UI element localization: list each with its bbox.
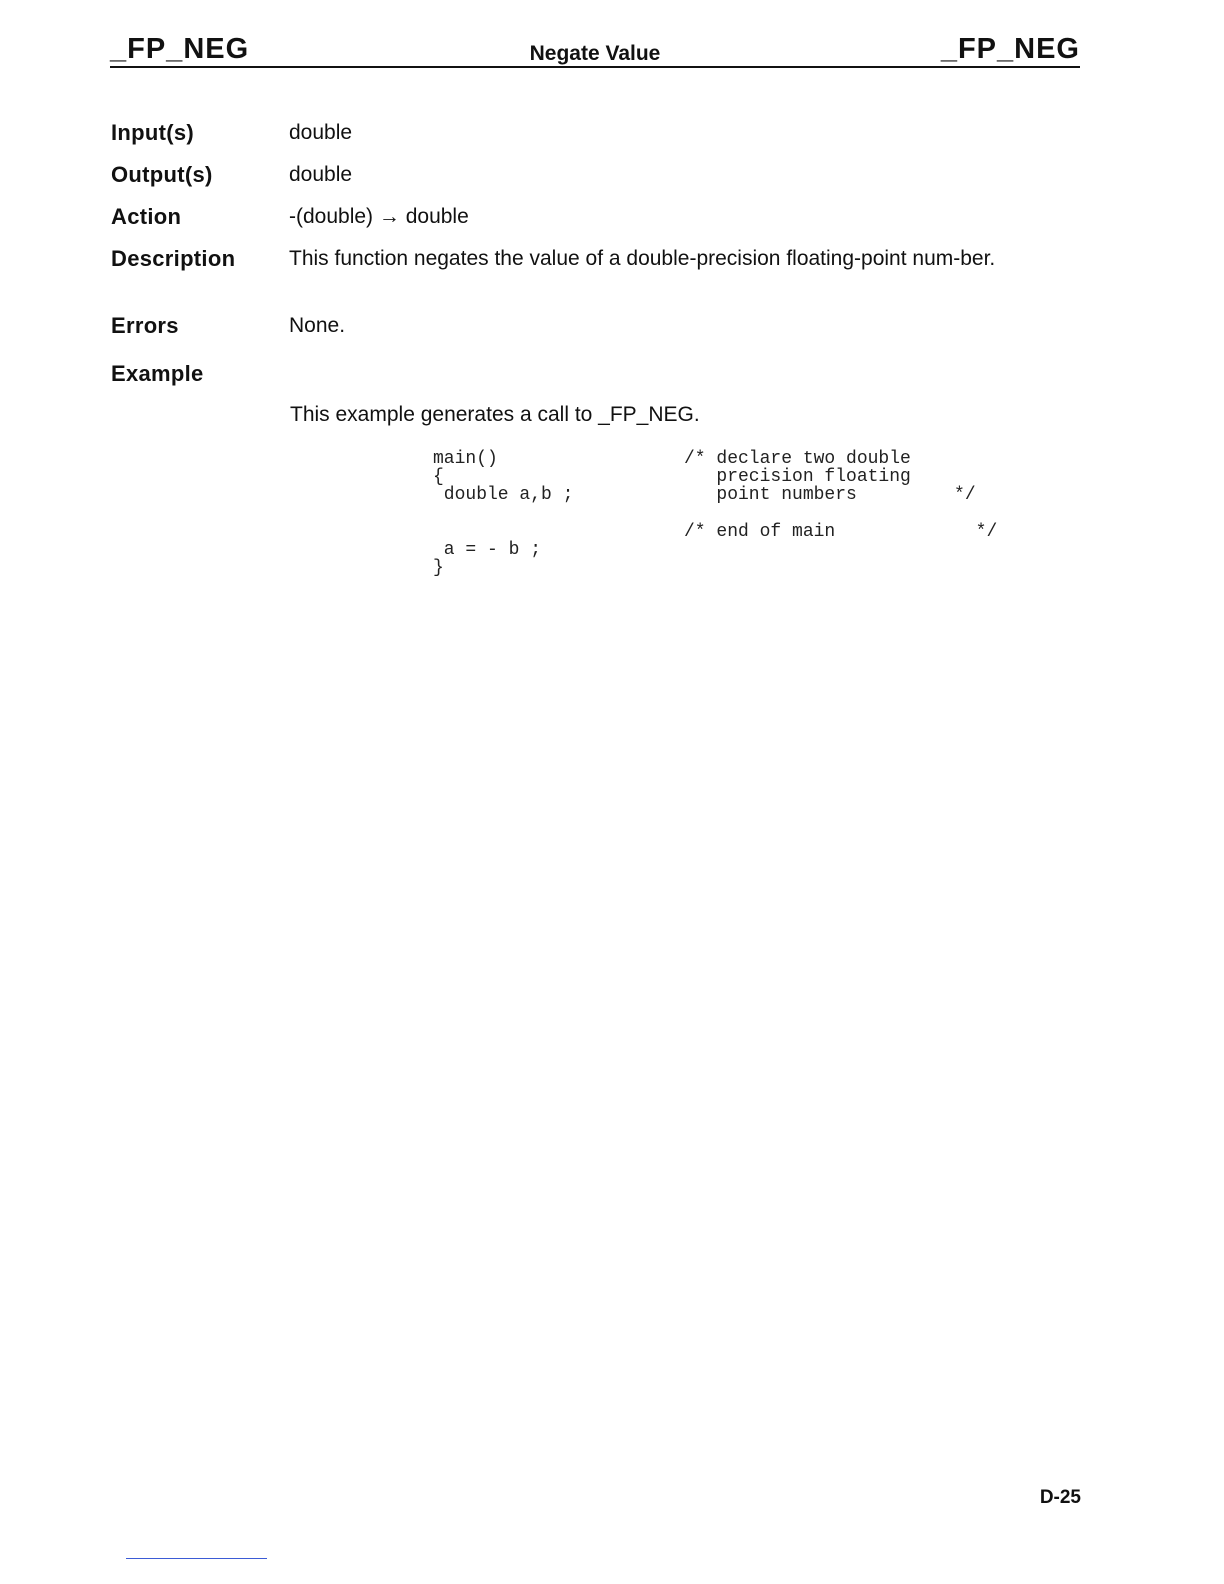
header-title: Negate Value bbox=[529, 42, 661, 65]
field-value: This function negates the value of a double-precision floating-point num-ber. bbox=[289, 247, 996, 270]
footer-rule bbox=[126, 1558, 267, 1559]
code-block-left: main() { double a,b ; a = - b ; } bbox=[433, 449, 574, 579]
field-value: double bbox=[289, 121, 353, 144]
field-label: Errors bbox=[111, 313, 179, 338]
field-value: double bbox=[289, 163, 353, 186]
field-label: Description bbox=[111, 246, 236, 271]
header-function-name-left: _FP_NEG bbox=[110, 33, 250, 65]
page-number: D-25 bbox=[1039, 1487, 1081, 1508]
field-label: Example bbox=[111, 361, 204, 386]
header-function-name-right: _FP_NEG bbox=[940, 33, 1080, 65]
example-intro: This example generates a call to _FP_NEG. bbox=[290, 403, 700, 426]
field-value: -(double) → double bbox=[289, 205, 469, 228]
field-label: Action bbox=[111, 204, 182, 229]
code-block-comments: /* declare two double precision floating point numbers */ /* end of main */ bbox=[684, 449, 998, 542]
field-label: Output(s) bbox=[111, 162, 213, 187]
field-value: None. bbox=[289, 314, 346, 337]
field-label: Input(s) bbox=[111, 120, 195, 145]
page-header bbox=[110, 30, 1080, 68]
